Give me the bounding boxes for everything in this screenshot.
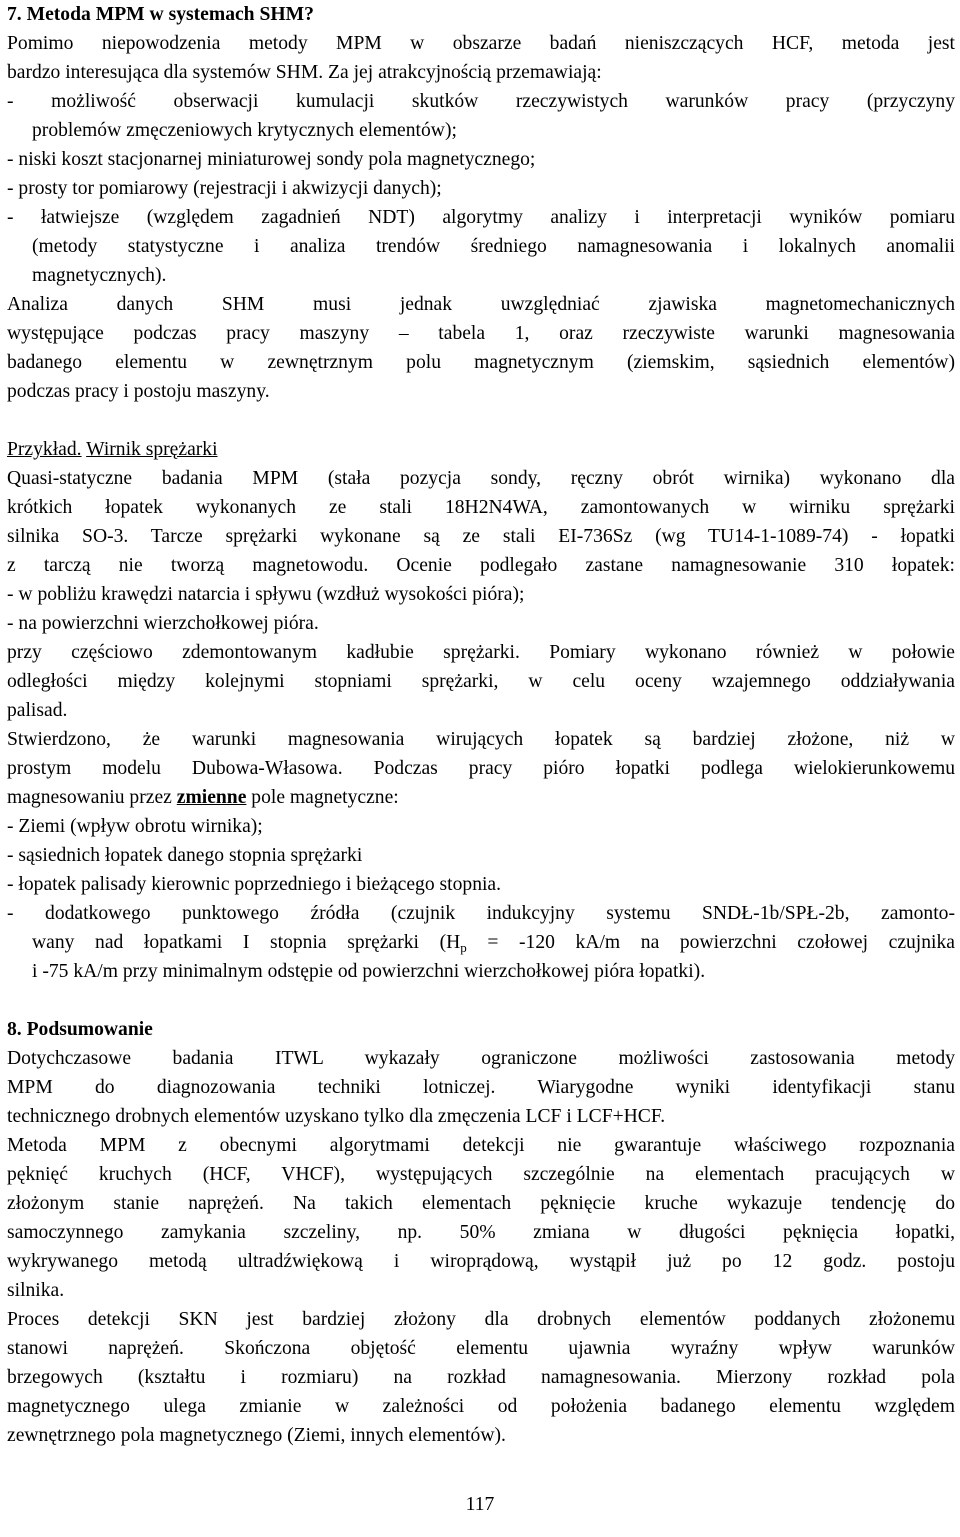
paragraph-line: prostym modelu Dubowa-Własowa. Podczas pracy pióro łopatki podlega wielokierunkowemu (7, 758, 955, 779)
paragraph-line: bardzo interesująca dla systemów SHM. Za jej atrakcyjnością przemawiają: (7, 62, 602, 83)
paragraph-line: występujące podczas pracy maszyny – tabela 1, oraz rzeczywiste warunki magnesowania (7, 323, 955, 344)
paragraph-line: odległości między kolejnymi stopniami sprężarki, w celu oceny wzajemnego oddziaływania (7, 671, 955, 692)
list-item: - dodatkowego punktowego źródła (czujnik indukcyjny systemu SNDŁ-1b/SPŁ-2b, zamonto- (7, 903, 955, 924)
paragraph-line: MPM do diagnozowania techniki lotniczej. Wiarygodne wyniki identyfikacji stanu (7, 1077, 955, 1098)
paragraph-line: podczas pracy i postoju maszyny. (7, 381, 270, 402)
paragraph-line: Pomimo niepowodzenia metody MPM w obszarze badań nieniszczących HCF, metoda jest (7, 33, 955, 54)
list-item-continuation: (metody statystyczne i analiza trendów średniego namagnesowania i lokalnych anomalii (32, 236, 955, 257)
list-item: - Ziemi (wpływ obrotu wirnika); (7, 816, 263, 837)
list-item: - prosty tor pomiarowy (rejestracji i akwizycji danych); (7, 178, 442, 199)
paragraph-line: Stwierdzono, że warunki magnesowania wirujących łopatek są bardziej złożone, niż w (7, 729, 955, 750)
paragraph-line: Quasi-statyczne badania MPM (stała pozycja sondy, ręczny obrót wirnika) wykonano dla (7, 468, 955, 489)
list-item: - sąsiednich łopatek danego stopnia sprężarki (7, 845, 363, 866)
list-item: - możliwość obserwacji kumulacji skutków rzeczywistych warunków pracy (przyczyny (7, 91, 955, 112)
paragraph-line: silnika. (7, 1280, 65, 1301)
list-item-continuation: problemów zmęczeniowych krytycznych elementów); (32, 120, 457, 141)
paragraph-line: silnika SO-3. Tarcze sprężarki wykonane są ze stali EI-736Sz (wg TU14-1-1089-74) - łopatki (7, 526, 955, 547)
paragraph-line: wykrywanego metodą ultradźwiękową i wiroprądową, wystąpił już po 12 godz. postoju (7, 1251, 955, 1272)
paragraph-line: zewnętrznego pola magnetycznego (Ziemi, innych elementów). (7, 1425, 506, 1446)
paragraph-line (7, 783, 399, 812)
paragraph-line: złożonym stanie naprężeń. Na takich elementach pęknięcie kruche wykazuje tendencję do (7, 1193, 955, 1214)
text-run: pole magnetyczne: (246, 787, 399, 808)
paragraph-line: Proces detekcji SKN jest bardziej złożony dla drobnych elementów poddanych złożonemu (7, 1309, 955, 1330)
paragraph-line: z tarczą nie tworzą magnetowodu. Ocenie podlegało zastane namagnesowanie 310 łopatek: (7, 555, 955, 576)
text-run: magnesowaniu przez (7, 787, 177, 808)
paragraph-line: Dotychczasowe badania ITWL wykazały ograniczone możliwości zastosowania metody (7, 1048, 955, 1069)
example-heading (7, 435, 218, 464)
section-7-heading: 7. Metoda MPM w systemach SHM? (7, 4, 314, 25)
example-label: Przykład. (7, 439, 82, 460)
example-title: Wirnik sprężarki (86, 439, 218, 460)
section-number: 8. (7, 1019, 27, 1040)
paragraph-line: pęknięć kruchych (HCF, VHCF), występujących szczególnie na elementach pracujących w (7, 1164, 955, 1185)
paragraph-line: Metoda MPM z obecnymi algorytmami detekcji nie gwarantuje właściwego rozpoznania (7, 1135, 955, 1156)
emphasis-word: zmienne (176, 787, 247, 808)
paragraph-line: palisad. (7, 700, 68, 721)
list-item: - na powierzchni wierzchołkowej pióra. (7, 613, 319, 634)
paragraph-line: samoczynnego zamykania szczeliny, np. 50% zmiana w długości pęknięcia łopatki, (7, 1222, 955, 1243)
subscript: p (460, 940, 467, 955)
list-item-continuation: i -75 kA/m przy minimalnym odstępie od powierzchni wierzchołkowej pióra łopatki). (32, 961, 706, 982)
list-item: - łopatek palisady kierownic poprzedniego i bieżącego stopnia. (7, 874, 502, 895)
list-item: - w pobliżu krawędzi natarcia i spływu (wzdłuż wysokości pióra); (7, 584, 525, 605)
paragraph-line: krótkich łopatek wykonanych ze stali 18H2N4WA, zamontowanych w wirniku sprężarki (7, 497, 955, 518)
section-title: Podsumowanie (26, 1019, 153, 1040)
page-number: 117 (465, 1494, 495, 1515)
paragraph-line: Analiza danych SHM musi jednak uwzględniać zjawiska magnetomechanicznych (7, 294, 955, 315)
paragraph-line: badanego elementu w zewnętrznym polu magnetycznym (ziemskim, sąsiednich elementów) (7, 352, 955, 373)
list-item-continuation: magnetycznych). (32, 265, 167, 286)
paragraph-line: brzegowych (kształtu i rozmiaru) na rozkład namagnesowania. Mierzony rozkład pola (7, 1367, 955, 1388)
paragraph-line: przy częściowo zdemontowanym kadłubie sprężarki. Pomiary wykonano również w połowie (7, 642, 955, 663)
list-item: - niski koszt stacjonarnej miniaturowej sondy pola magnetycznego; (7, 149, 536, 170)
text-run: = -120 kA/m na powierzchni czołowej czujnika (466, 932, 955, 953)
paragraph-line: stanowi naprężeń. Skończona objętość elementu ujawnia wyraźny wpływ warunków (7, 1338, 955, 1359)
text-run: wany nad łopatkami I stopnia sprężarki (H (32, 932, 461, 953)
list-item: - łatwiejsze (względem zagadnień NDT) algorytmy analizy i interpretacji wyników pomiaru (7, 207, 955, 228)
paragraph-line: technicznego drobnych elementów uzyskano tylko dla zmęczenia LCF i LCF+HCF. (7, 1106, 666, 1127)
section-8-heading (7, 1015, 153, 1044)
paragraph-line: magnetycznego ulega zmianie w zależności od położenia badanego elementu względem (7, 1396, 955, 1417)
